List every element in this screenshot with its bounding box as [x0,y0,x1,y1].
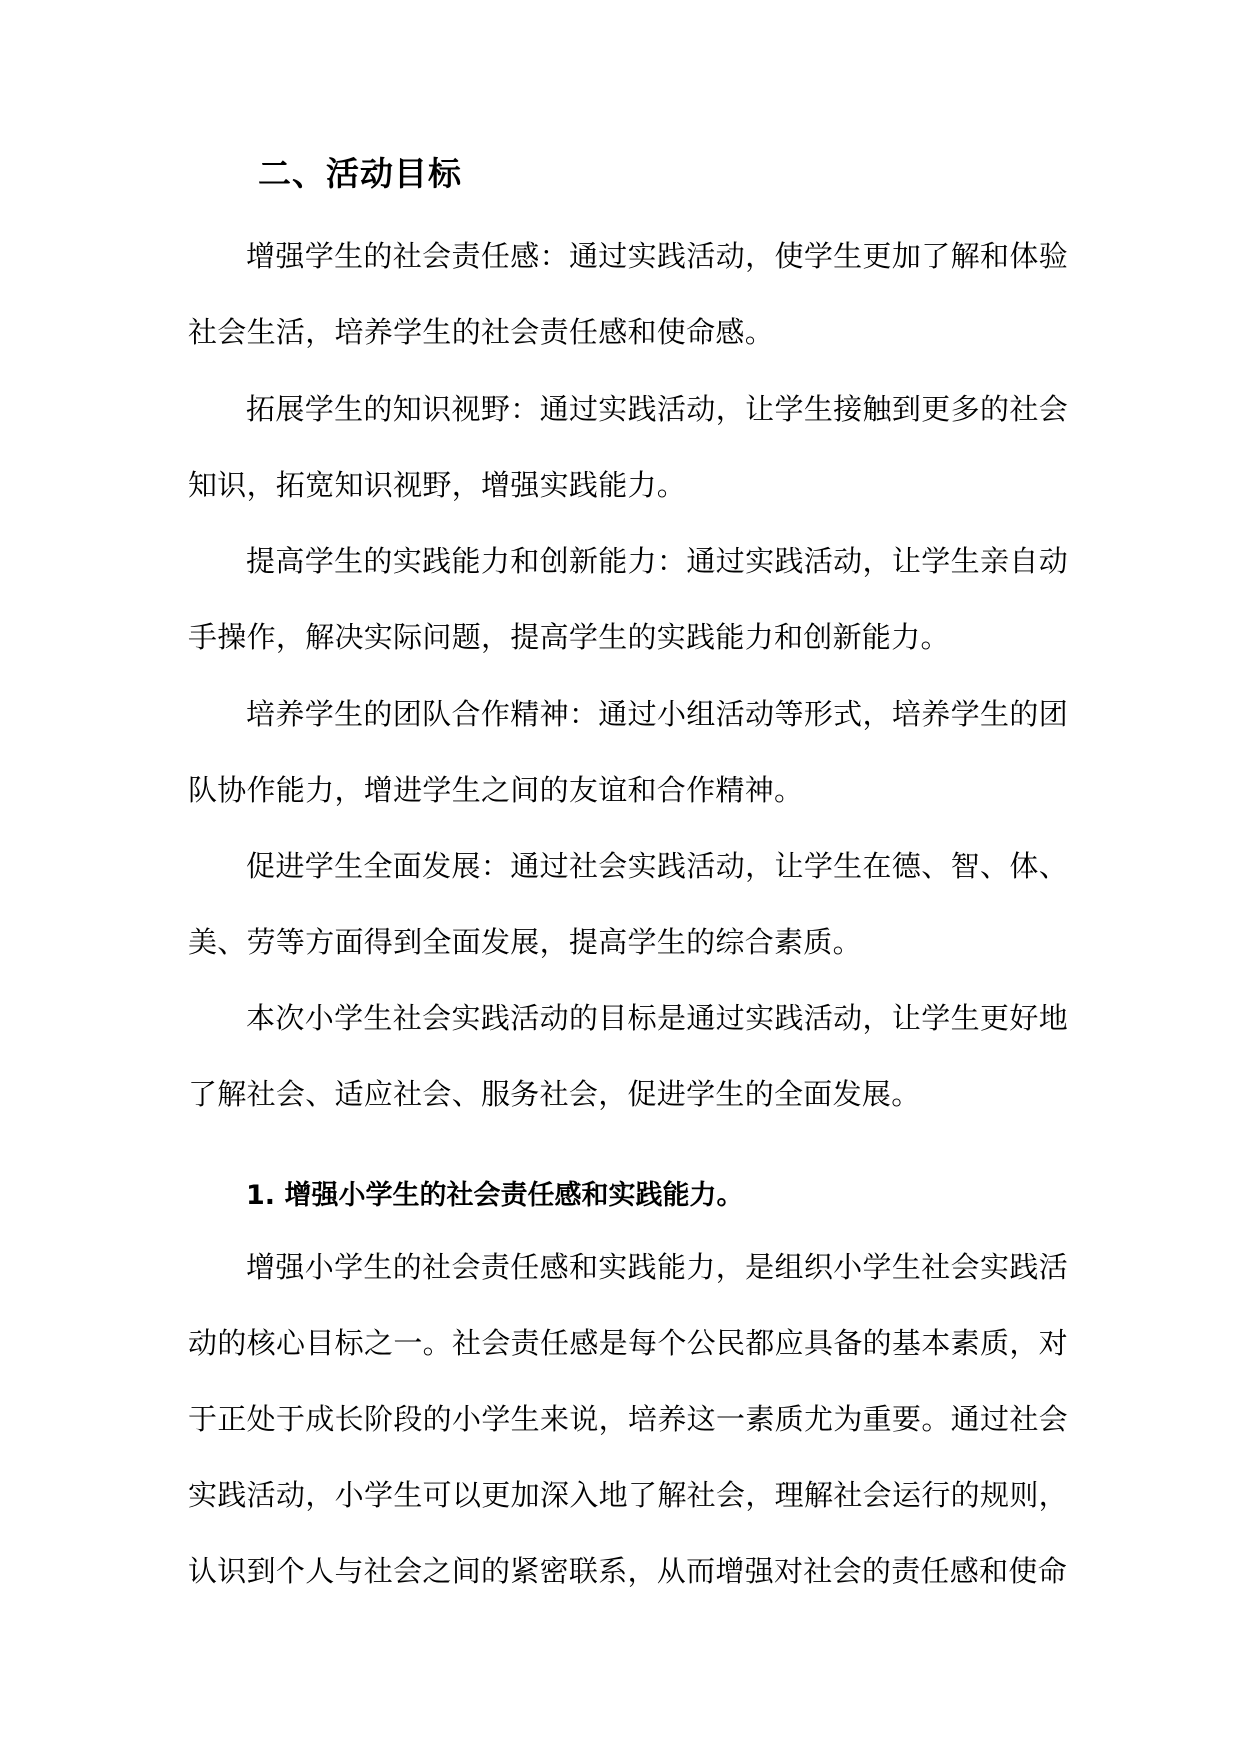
goal-paragraph-teamwork: 培养学生的团队合作精神：通过小组活动等形式，培养学生的团队协作能力，增进学生之间的友谊和合作精神。 [188,697,1068,807]
goal-paragraph-practice-innovation: 提高学生的实践能力和创新能力：通过实践活动，让学生亲自动手操作，解决实际问题，提高学生的实践能力和创新能力。 [188,544,1068,654]
subsection-paragraph: 增强小学生的社会责任感和实践能力，是组织小学生社会实践活动的核心目标之一。社会责任感是每个公民都应具备的基本素质，对于正处于成长阶段的小学生来说，培养这一素质尤为重要。通过社会实践活动，小学生可以更加深入地了解社会，理解社会运行的规则，认识到个人与社会之间的紧密联系，从而增强对社会的责任感和使命 [188,1250,1068,1588]
goal-paragraph-summary: 本次小学生社会实践活动的目标是通过实践活动，让学生更好地了解社会、适应社会、服务社会，促进学生的全面发展。 [188,1001,1068,1111]
goal-paragraph-social-responsibility: 增强学生的社会责任感：通过实践活动，使学生更加了解和体验社会生活，培养学生的社会责任感和使命感。 [188,239,1068,349]
goal-paragraph-all-round-development: 促进学生全面发展：通过社会实践活动，让学生在德、智、体、美、劳等方面得到全面发展，提高学生的综合素质。 [188,849,1068,959]
subsection-heading: 1. 增强小学生的社会责任感和实践能力。 [246,1180,744,1211]
section-heading: 二、活动目标 [258,154,462,193]
goal-paragraph-knowledge-horizon: 拓展学生的知识视野：通过实践活动，让学生接触到更多的社会知识，拓宽知识视野，增强实践能力。 [188,392,1068,502]
